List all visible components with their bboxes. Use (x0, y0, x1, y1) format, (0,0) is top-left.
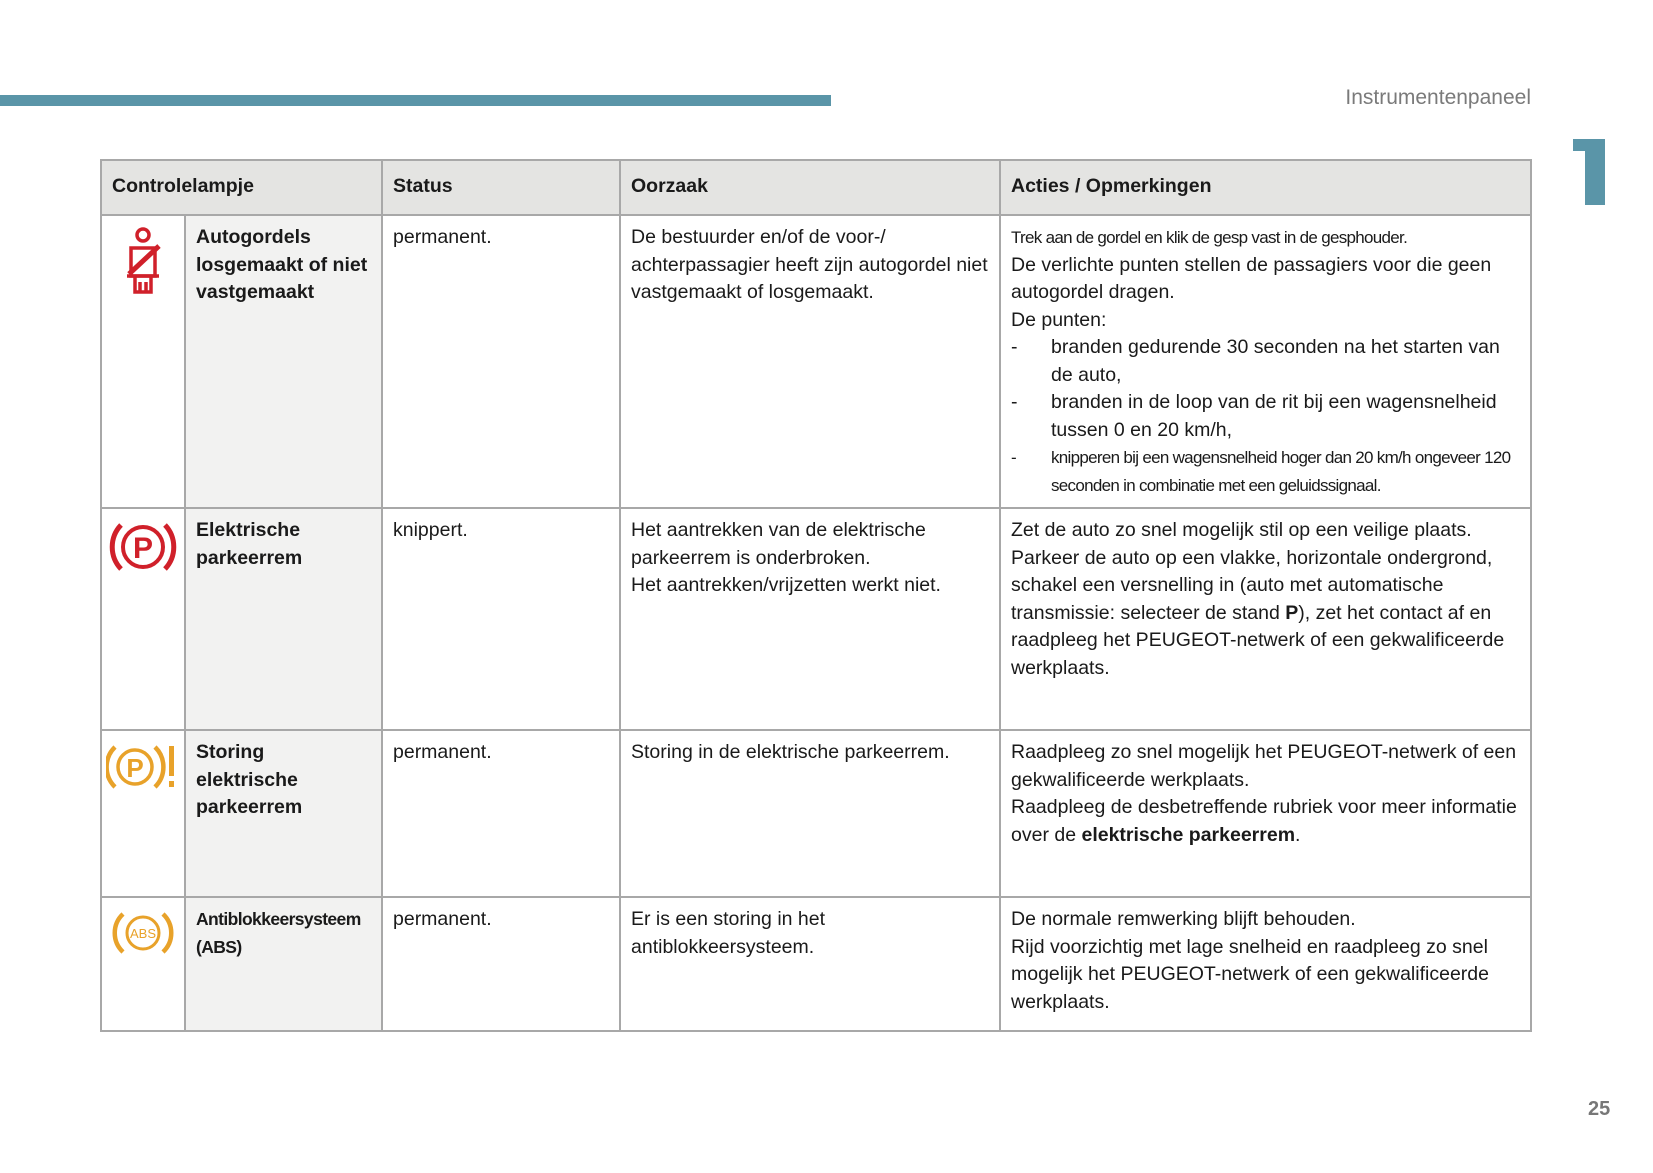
cause (620, 508, 1000, 730)
warning-lights-table (100, 159, 1532, 1032)
cause: Er is een storing in het antiblokkeersysteem. (620, 897, 1000, 1031)
action-text: Zet de auto zo snel mogelijk stil op een veilige plaats. Parkeer de auto op een vlakke, horizontale ondergrond, schakel een versnelling in (auto met automatische transmissie: selecteer de stand (1011, 519, 1493, 624)
chapter-number (1585, 139, 1605, 205)
table-row (101, 730, 1531, 897)
status: permanent. (382, 215, 620, 508)
svg-text:P: P (126, 753, 144, 783)
actions (1000, 897, 1531, 1031)
section-title: Instrumentenpaneel (1345, 86, 1531, 109)
action-text: De normale remwerking blijft behouden. (1011, 908, 1356, 930)
bullet: - (1011, 336, 1018, 358)
action-text: Raadpleeg zo snel mogelijk het PEUGEOT-netwerk of een gekwalificeerde werkplaats. (1011, 741, 1517, 791)
action-text: Raadpleeg de desbetreffende rubriek voor meer informatie over de (1011, 796, 1517, 846)
action-text: Rijd voorzichtig met lage snelheid en raadpleeg zo snel mogelijk het PEUGEOT-netwerk of een gekwalificeerde werkplaats. (1011, 935, 1489, 1013)
status: knippert. (382, 508, 620, 730)
abs-icon-label: ABS (129, 926, 157, 941)
bullet-text: knipperen bij een wagensnelheid hoger dan 20 km/h ongeveer 120 seconden in combinatie met een geluidssignaal. (1051, 448, 1511, 495)
action-text: De punten: (1011, 308, 1107, 331)
list-item (1011, 444, 1520, 499)
parking-brake-fault-icon (106, 741, 180, 793)
actions (1000, 508, 1531, 730)
cause: De bestuurder en/of de voor-/ achterpassagier heeft zijn autogordel niet vastgemaakt of losgemaakt. (620, 215, 1000, 508)
table-header (101, 160, 1531, 215)
seatbelt-warning-icon (121, 226, 165, 296)
list-item (1011, 334, 1520, 389)
table-row (101, 897, 1531, 1031)
column-header: Status (382, 160, 620, 215)
light-name: Elektrische parkeerrem (185, 508, 382, 730)
abs-icon (111, 908, 175, 958)
light-name: Autogordels losgemaakt of niet vastgemaakt (185, 215, 382, 508)
action-text: . (1295, 823, 1301, 846)
light-name: Antiblokkeersysteem (ABS) (185, 897, 382, 1031)
svg-text:P: P (132, 532, 154, 565)
column-header: Oorzaak (620, 160, 1000, 215)
bullet: - (1011, 391, 1018, 413)
action-text: ), zet het contact af en raadpleeg het PEUGEOT-netwerk of een gekwalificeerde werkplaats. (1011, 601, 1505, 679)
header-accent-bar (0, 95, 831, 106)
action-bold: elektrische parkeerrem (1081, 823, 1296, 846)
page-number: 25 (1588, 1098, 1611, 1120)
table-row (101, 215, 1531, 508)
bullet-text: branden gedurende 30 seconden na het starten van de auto, (1051, 336, 1500, 386)
status: permanent. (382, 897, 620, 1031)
column-header: Acties / Opmerkingen (1000, 160, 1531, 215)
list-item (1011, 389, 1520, 444)
cause: Storing in de elektrische parkeerrem. (620, 730, 1000, 897)
actions (1000, 730, 1531, 897)
cause-text: Het aantrekken van de elektrische parkeerrem is onderbroken. (631, 519, 926, 569)
status: permanent. (382, 730, 620, 897)
column-header: Controlelampje (101, 160, 382, 215)
table-row (101, 508, 1531, 730)
action-bold: P (1285, 601, 1299, 624)
actions (1000, 215, 1531, 508)
bullet: - (1011, 448, 1016, 467)
light-name: Storing elektrische parkeerrem (185, 730, 382, 897)
action-text: Trek aan de gordel en klik de gesp vast in de gesphouder. (1011, 228, 1408, 247)
parking-brake-icon (108, 519, 178, 575)
action-text: De verlichte punten stellen de passagiers voor die geen autogordel dragen. (1011, 253, 1492, 303)
cause-text: Het aantrekken/vrijzetten werkt niet. (631, 574, 941, 596)
bullet-text: branden in de loop van de rit bij een wagensnelheid tussen 0 en 20 km/h, (1051, 391, 1497, 441)
